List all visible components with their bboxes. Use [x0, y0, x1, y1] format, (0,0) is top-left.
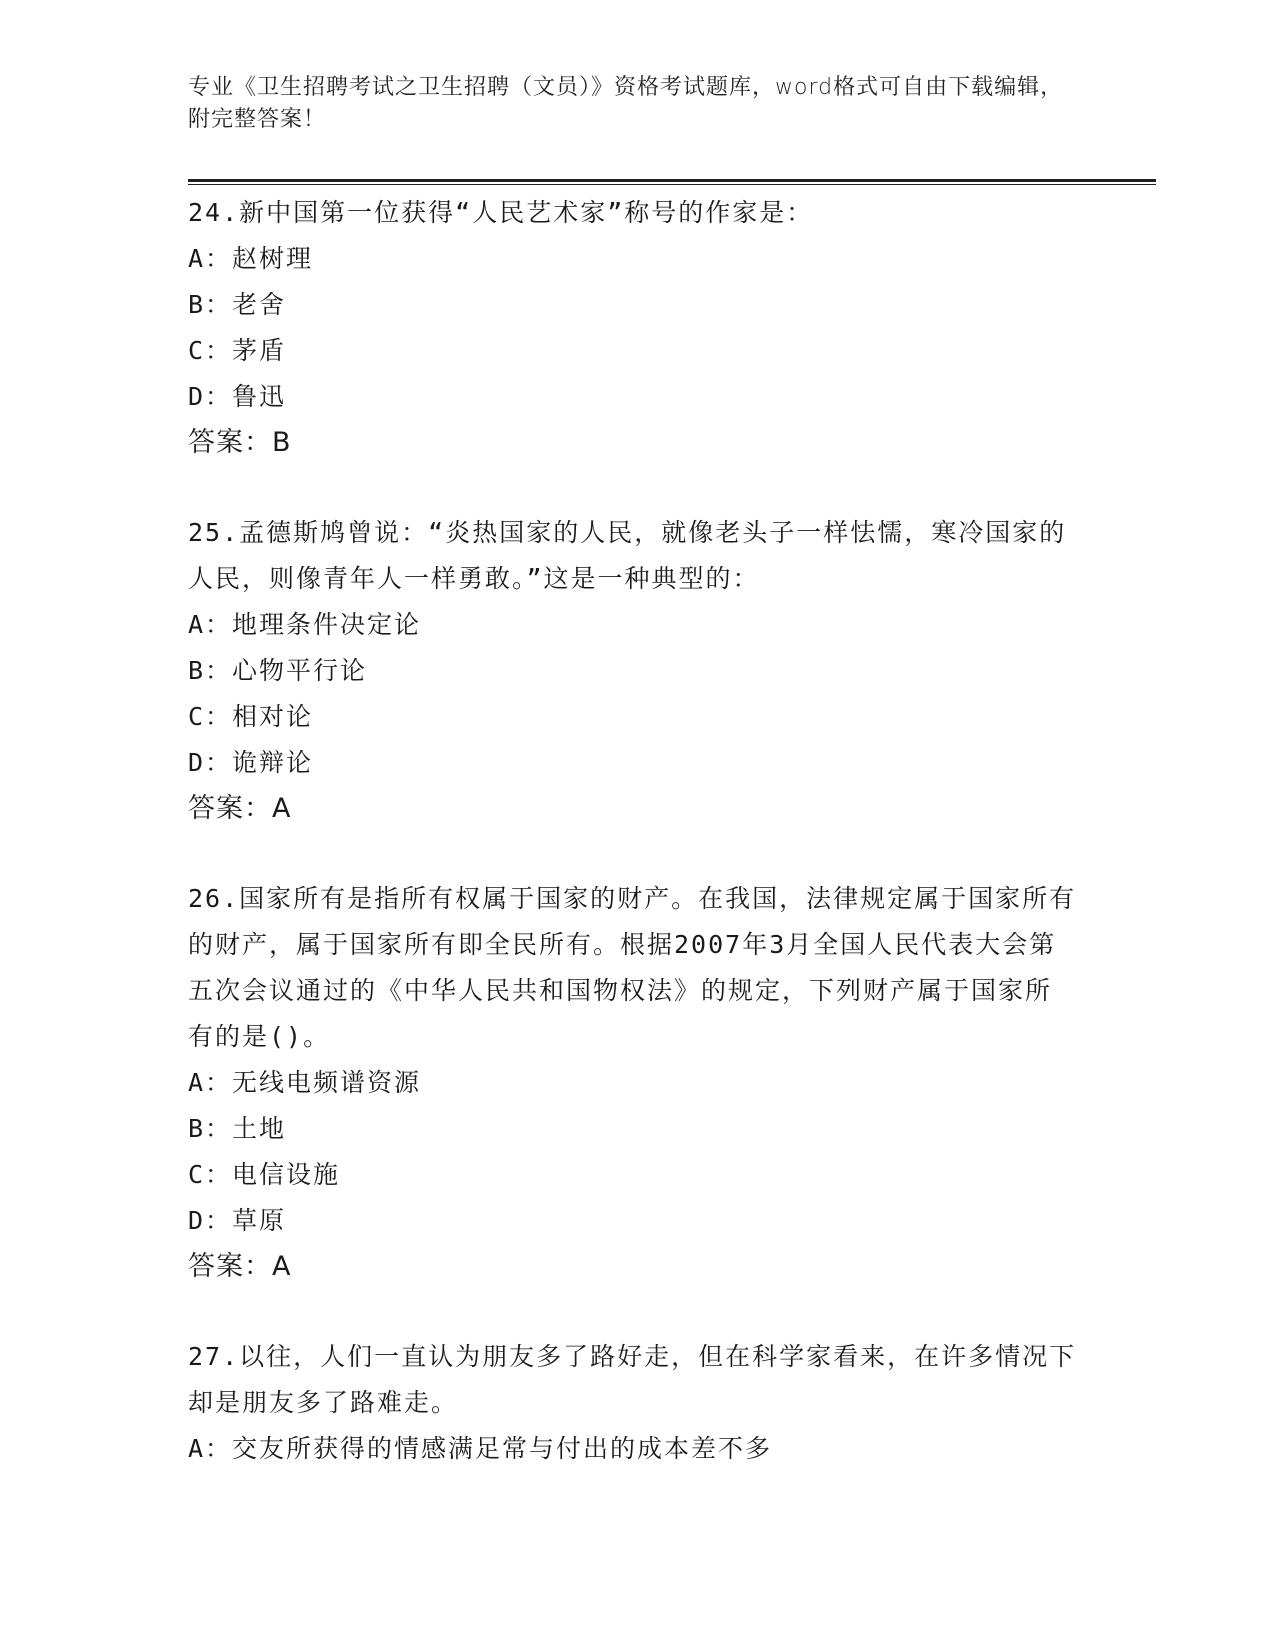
option-text: 相对论 — [232, 702, 314, 731]
question-text: 26.国家所有是指所有权属于国家的财产。在我国，法律规定属于国家所有的财产，属于国家所有即全民所有。根据2007年3月全国人民代表大会第五次会议通过的《中华人民共和国物权法》的规定，下列财产属于国家所有的是()。 — [188, 884, 1077, 1051]
option-text: 无线电频谱资源 — [232, 1068, 422, 1097]
question-24 — [188, 190, 1078, 466]
question-27 — [188, 1334, 1078, 1472]
option-a — [188, 236, 1078, 282]
option-a — [188, 1426, 1078, 1472]
option-key: C： — [188, 336, 233, 365]
option-a — [188, 1060, 1078, 1106]
question-25 — [188, 510, 1078, 832]
option-b — [188, 1106, 1078, 1152]
option-key: A： — [188, 610, 233, 639]
option-key: B： — [188, 656, 233, 685]
option-text: 地理条件决定论 — [232, 610, 422, 639]
question-text: 27.以往，人们一直认为朋友多了路好走，但在科学家看来，在许多情况下却是朋友多了路难走。 — [188, 1342, 1077, 1417]
option-a — [188, 602, 1078, 648]
option-text: 老舍 — [232, 290, 287, 319]
option-b — [188, 648, 1078, 694]
option-text: 心物平行论 — [232, 656, 368, 685]
option-text: 土地 — [232, 1114, 287, 1143]
option-key: C： — [188, 1160, 233, 1189]
option-key: B： — [188, 1114, 233, 1143]
header-divider-thin — [188, 184, 1156, 185]
answer-label: 答案：A — [188, 1251, 292, 1282]
question-26 — [188, 876, 1078, 1290]
header-divider-thick — [188, 179, 1156, 182]
question-text: 24.新中国第一位获得“人民艺术家”称号的作家是： — [188, 198, 814, 227]
option-d — [188, 1198, 1078, 1244]
option-key: D： — [188, 748, 233, 777]
option-key: D： — [188, 1206, 233, 1235]
option-text: 赵树理 — [232, 244, 314, 273]
option-key: D： — [188, 382, 233, 411]
option-text: 茅盾 — [232, 336, 287, 365]
option-key: A： — [188, 1068, 233, 1097]
option-text: 交友所获得的情感满足常与付出的成本差不多 — [232, 1434, 773, 1463]
option-d — [188, 374, 1078, 420]
document-header: 专业《卫生招聘考试之卫生招聘（文员）》资格考试题库，word格式可自由下载编辑，附完整答案！ — [188, 75, 1064, 132]
answer-label: 答案：B — [188, 427, 292, 458]
option-key: C： — [188, 702, 233, 731]
option-key: B： — [188, 290, 233, 319]
option-text: 电信设施 — [232, 1160, 341, 1189]
question-list — [188, 190, 1078, 1516]
option-c — [188, 694, 1078, 740]
option-b — [188, 282, 1078, 328]
option-c — [188, 328, 1078, 374]
option-c — [188, 1152, 1078, 1198]
question-text: 25.孟德斯鸠曾说：“炎热国家的人民，就像老头子一样怯懦，寒冷国家的人民，则像青年人一样勇敢。”这是一种典型的： — [188, 518, 1067, 593]
option-text: 草原 — [232, 1206, 287, 1235]
option-key: A： — [188, 244, 233, 273]
answer-label: 答案：A — [188, 793, 292, 824]
option-text: 鲁迅 — [232, 382, 287, 411]
option-key: A： — [188, 1434, 233, 1463]
option-text: 诡辩论 — [232, 748, 314, 777]
option-d — [188, 740, 1078, 786]
